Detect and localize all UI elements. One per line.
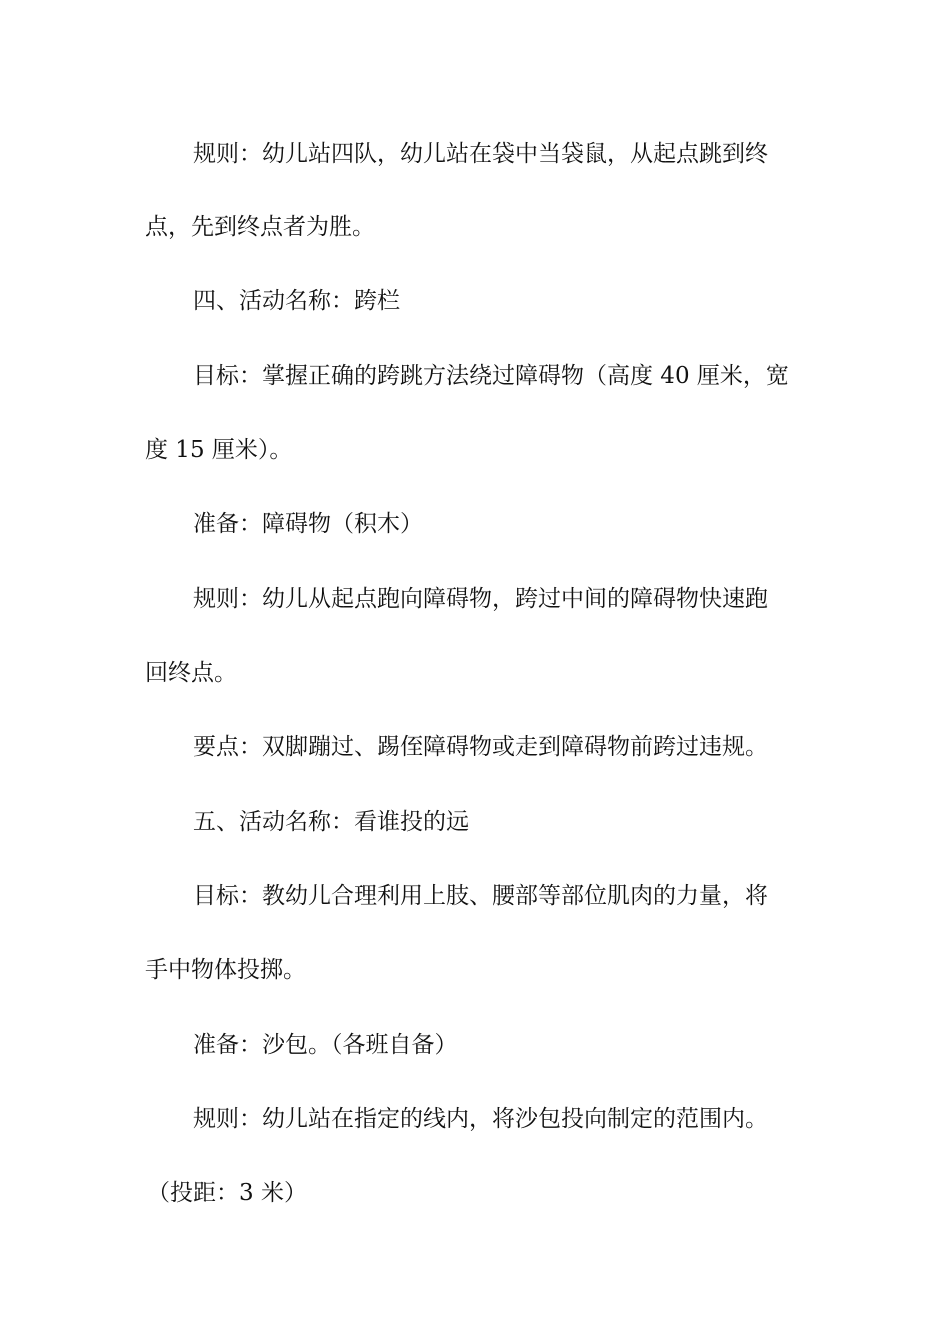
paragraph-line: 目标：教幼儿合理利用上肢、腰部等部位肌肉的力量，将 xyxy=(193,883,768,909)
paragraph-line: 点，先到终点者为胜。 xyxy=(145,214,375,240)
paragraph-line: 手中物体投掷。 xyxy=(145,957,306,983)
paragraph-line: 准备：沙包。（各班自备） xyxy=(193,1032,458,1058)
paragraph-line: （投距：3 米） xyxy=(147,1180,307,1206)
paragraph-line: 规则：幼儿从起点跑向障碍物，跨过中间的障碍物快速跑 xyxy=(193,586,768,612)
section-heading: 五、活动名称：看谁投的远 xyxy=(193,809,469,835)
paragraph-line: 回终点。 xyxy=(145,660,237,686)
paragraph-line: 目标：掌握正确的跨跳方法绕过障碍物（高度 40 厘米，宽 xyxy=(193,363,789,389)
section-heading: 四、活动名称：跨栏 xyxy=(193,288,400,314)
paragraph-line: 要点：双脚蹦过、踢侄障碍物或走到障碍物前跨过违规。 xyxy=(193,734,768,760)
paragraph-line: 准备：障碍物（积木） xyxy=(193,511,423,537)
paragraph-line: 规则：幼儿站在指定的线内，将沙包投向制定的范围内。 xyxy=(193,1106,768,1132)
paragraph-line: 度 15 厘米）。 xyxy=(145,437,293,463)
paragraph-line: 规则：幼儿站四队，幼儿站在袋中当袋鼠，从起点跳到终 xyxy=(193,141,768,167)
